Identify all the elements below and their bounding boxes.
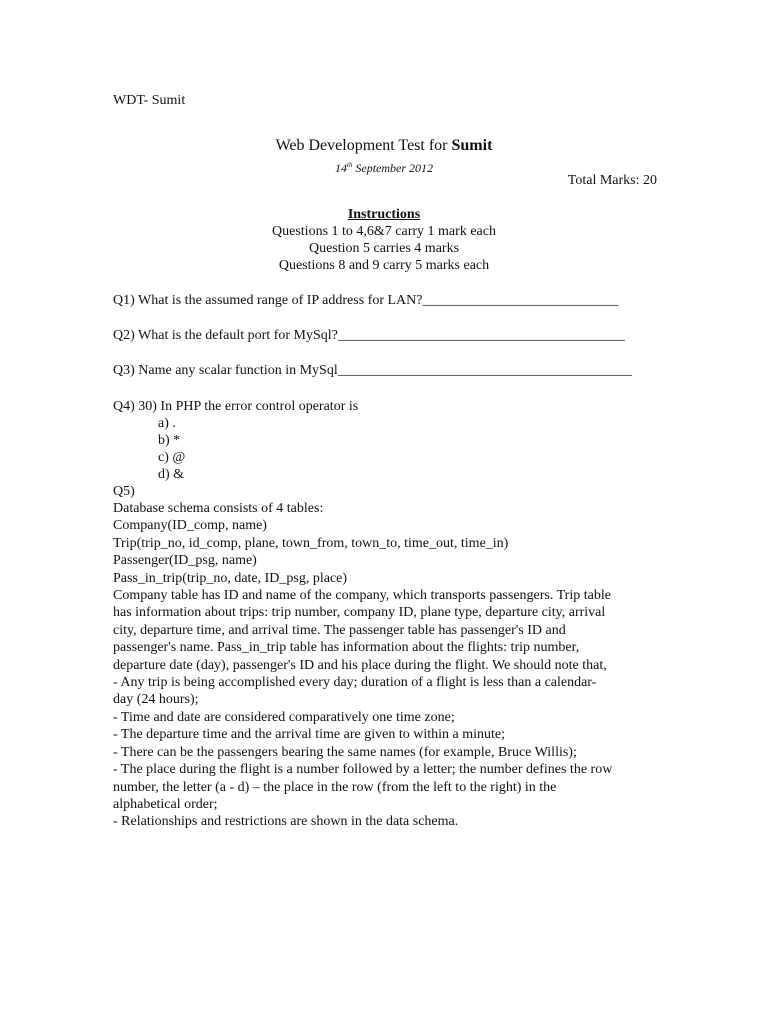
q5-line: day (24 hours);	[113, 692, 199, 708]
instruction-line: Question 5 carries 4 marks	[308, 241, 460, 256]
header-label: WDT- Sumit	[113, 93, 186, 108]
q4-option-a: a) .	[158, 416, 176, 431]
instruction-line: Questions 1 to 4,6&7 carry 1 mark each	[272, 224, 496, 239]
date-day: 14	[334, 161, 347, 175]
q5-line: Company(ID_comp, name)	[113, 518, 267, 534]
title-prefix: Web Development Test for	[275, 137, 452, 154]
q5-line: passenger's name. Pass_in_trip table has information about the flights: trip number,	[113, 640, 580, 656]
q5-line: - There can be the passengers bearing the same names (for example, Bruce Willis);	[113, 744, 577, 760]
q5-line: alphabetical order;	[113, 796, 218, 812]
question-5-body	[113, 500, 658, 831]
instructions-heading: Instructions	[347, 207, 421, 222]
q5-line: Pass_in_trip(trip_no, date, ID_psg, place)	[113, 570, 348, 586]
q5-line: - Time and date are considered comparatively one time zone;	[113, 709, 455, 725]
title-name: Sumit	[451, 137, 493, 154]
q5-line: Database schema consists of 4 tables:	[113, 501, 324, 516]
question-5-label: Q5)	[113, 484, 135, 499]
q4-option-b: b) *	[158, 433, 181, 448]
q5-line: Trip(trip_no, id_comp, plane, town_from, town_to, time_out, time_in)	[113, 535, 509, 551]
q5-line: number, the letter (a - d) – the place in the row (from the left to the right) in the	[113, 779, 557, 795]
instruction-line: Questions 8 and 9 carry 5 marks each	[278, 258, 490, 273]
question-4: Q4) 30) In PHP the error control operator is	[113, 399, 359, 414]
date-suffix: th	[346, 161, 353, 169]
q5-line: - The departure time and the arrival time are given to within a minute;	[113, 727, 505, 743]
question-2: Q2) What is the default port for MySql?_________________________________________	[113, 328, 625, 343]
q4-option-c: c) @	[158, 450, 186, 465]
q5-line: city, departure time, and arrival time. The passenger table has passenger's ID and	[113, 622, 566, 638]
q5-line: - Any trip is being accomplished every day; duration of a flight is less than a calendar-	[113, 675, 597, 691]
question-1: Q1) What is the assumed range of IP address for LAN?____________________________	[113, 293, 619, 308]
q5-line: departure date (day), passenger's ID and his place during the flight. We should note that,	[113, 657, 607, 673]
q5-line: - Relationships and restrictions are shown in the data schema.	[113, 814, 459, 830]
q5-line: Passenger(ID_psg, name)	[113, 553, 257, 569]
page-title	[0, 137, 768, 154]
q4-option-d: d) &	[158, 467, 185, 482]
date-rest: September 2012	[352, 161, 434, 175]
total-marks: Total Marks: 20	[567, 173, 657, 188]
q5-line: - The place during the flight is a number followed by a letter; the number defines the row	[113, 762, 613, 778]
question-3: Q3) Name any scalar function in MySql__________________________________________	[113, 363, 632, 378]
q5-line: has information about trips: trip number, company ID, plane type, departure city, arrival	[113, 605, 606, 621]
q5-line: Company table has ID and name of the company, which transports passengers. Trip table	[113, 588, 611, 604]
